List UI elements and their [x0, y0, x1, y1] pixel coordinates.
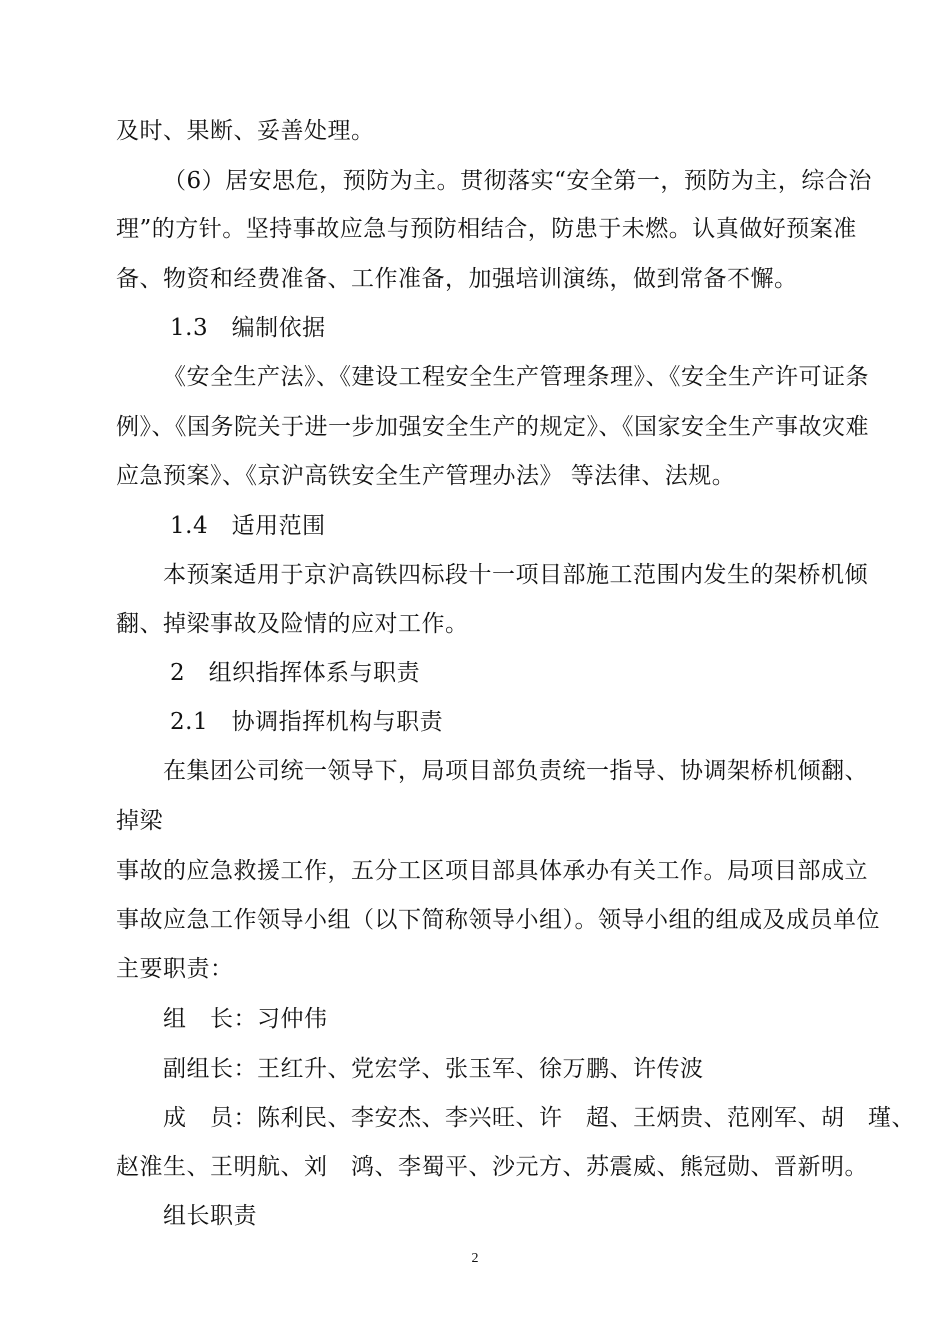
text-line: 《安全生产法》、《建设工程安全生产管理条理》、《安全生产许可证条	[163, 364, 869, 390]
text-line: 赵淮生、王明航、刘 鸿、李蜀平、沙元方、苏震威、熊冠勋、晋新明。	[116, 1154, 868, 1180]
text-line: 事故的应急救援工作，五分工区项目部具体承办有关工作。局项目部成立	[116, 858, 868, 884]
text-line: 应急预案》、《京沪高铁安全生产管理办法》 等法律、法规。	[116, 463, 736, 489]
section-heading: 1.3 编制依据	[170, 315, 326, 341]
text-line: 备、物资和经费准备、工作准备，加强培训演练，做到常备不懈。	[116, 266, 798, 292]
text-line: 组 长：习仲伟	[163, 1006, 328, 1032]
section-heading: 2 组织指挥体系与职责	[170, 660, 421, 686]
text-line: 主要职责：	[116, 956, 234, 982]
text-line: 事故应急工作领导小组（以下简称领导小组）。领导小组的组成及成员单位	[116, 907, 880, 933]
text-line: 理”的方针。坚持事故应急与预防相结合，防患于未燃。认真做好预案准	[116, 216, 857, 242]
text-line: 掉梁	[116, 808, 163, 834]
text-line: 在集团公司统一领导下，局项目部负责统一指导、协调架桥机倾翻、	[163, 758, 868, 784]
text-line: 组长职责	[163, 1203, 257, 1229]
text-line: 副组长：王红升、党宏学、张玉军、徐万鹏、许传波	[163, 1056, 704, 1082]
text-line: 及时、果断、妥善处理。	[116, 118, 375, 144]
text-line: 翻、掉梁事故及险情的应对工作。	[116, 611, 469, 637]
text-line: 例》、《国务院关于进一步加强安全生产的规定》、《国家安全生产事故灾难	[116, 414, 869, 440]
page-number: 2	[471, 1251, 479, 1266]
text-line: 成 员：陈利民、李安杰、李兴旺、许 超、王炳贵、范刚军、胡 瑾、	[163, 1105, 915, 1131]
section-heading: 2.1 协调指挥机构与职责	[170, 709, 444, 735]
section-heading: 1.4 适用范围	[170, 513, 326, 539]
text-line: （6）居安思危，预防为主。贯彻落实“安全第一，预防为主，综合治	[163, 168, 872, 194]
text-line: 本预案适用于京沪高铁四标段十一项目部施工范围内发生的架桥机倾	[163, 562, 868, 588]
